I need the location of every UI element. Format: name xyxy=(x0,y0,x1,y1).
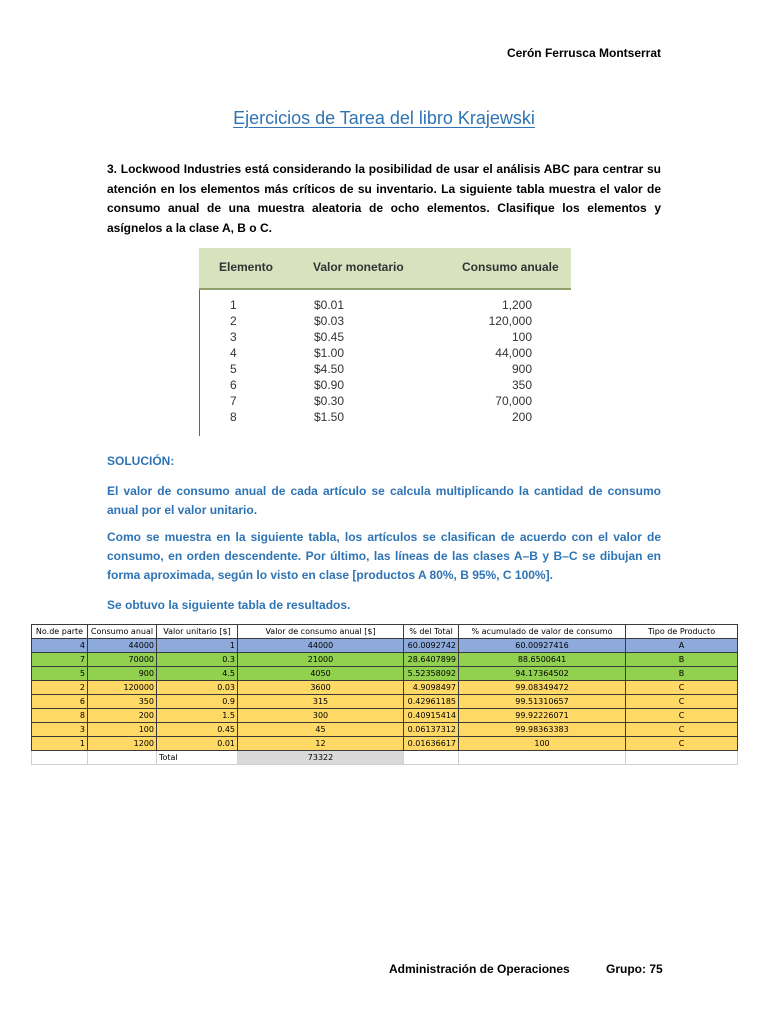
solution-paragraph-2: Como se muestra en la siguiente tabla, los artículos se clasifican de acuerdo con el valor de consumo, en orden descendente. Por último, las líneas de las clases A–B y B–C se dibujan en forma aproximada, según lo visto en clase [productos A 80%, B 95%, C 100%]. xyxy=(107,530,661,582)
cell-consumo: 350 xyxy=(88,695,157,709)
cell-type: A xyxy=(626,639,738,653)
results-row xyxy=(32,681,738,695)
empty-cell xyxy=(459,751,626,765)
book-table-row xyxy=(200,314,572,330)
results-header-unit-value: Valor unitario [$] xyxy=(157,625,238,639)
results-header-pct-total: % del Total xyxy=(404,625,459,639)
cell-cumulative: 99.92226071 xyxy=(459,709,626,723)
cell-type: C xyxy=(626,723,738,737)
results-row xyxy=(32,653,738,667)
cell-part: 8 xyxy=(32,709,88,723)
footer-course: Administración de Operaciones xyxy=(389,962,570,976)
book-cell-valor: $0.30 xyxy=(313,394,344,408)
book-table-row xyxy=(200,298,572,314)
cell-part: 4 xyxy=(32,639,88,653)
cell-consumo: 120000 xyxy=(88,681,157,695)
results-row xyxy=(32,709,738,723)
book-cell-elemento: 1 xyxy=(230,298,237,312)
solution-heading: SOLUCIÓN: xyxy=(107,454,175,468)
cell-pct-total: 28.6407899 xyxy=(404,653,459,667)
results-header-consumo: Consumo anual xyxy=(88,625,157,639)
cell-type: B xyxy=(626,653,738,667)
book-table xyxy=(199,248,571,440)
cell-type: C xyxy=(626,695,738,709)
solution-paragraph-3: Se obtuvo la siguiente tabla de resultados. xyxy=(107,598,351,612)
book-header-valor: Valor monetario xyxy=(313,260,404,274)
cell-part: 3 xyxy=(32,723,88,737)
book-table-body xyxy=(199,290,571,436)
book-cell-consumo: 200 xyxy=(511,410,532,424)
empty-cell xyxy=(404,751,459,765)
results-row xyxy=(32,667,738,681)
book-table-row xyxy=(200,378,572,394)
results-total-row xyxy=(32,751,738,765)
cell-cumulative: 88.6500641 xyxy=(459,653,626,667)
cell-annual-value: 12 xyxy=(238,737,404,751)
cell-unit-value: 0.45 xyxy=(157,723,238,737)
cell-part: 2 xyxy=(32,681,88,695)
cell-part: 7 xyxy=(32,653,88,667)
book-cell-elemento: 3 xyxy=(230,330,237,344)
cell-consumo: 200 xyxy=(88,709,157,723)
book-cell-elemento: 8 xyxy=(230,410,237,424)
book-cell-valor: $1.00 xyxy=(313,346,344,360)
cell-annual-value: 45 xyxy=(238,723,404,737)
results-header-type: Tipo de Producto xyxy=(626,625,738,639)
cell-consumo: 44000 xyxy=(88,639,157,653)
cell-unit-value: 1 xyxy=(157,639,238,653)
book-table-row xyxy=(200,394,572,410)
cell-pct-total: 60.0092742 xyxy=(404,639,459,653)
cell-annual-value: 4050 xyxy=(238,667,404,681)
book-cell-valor: $4.50 xyxy=(313,362,344,376)
page-title: Ejercicios de Tarea del libro Krajewski xyxy=(233,108,535,128)
book-table-row xyxy=(200,410,572,426)
cell-consumo: 1200 xyxy=(88,737,157,751)
empty-cell xyxy=(626,751,738,765)
book-cell-elemento: 6 xyxy=(230,378,237,392)
cell-part: 1 xyxy=(32,737,88,751)
book-cell-elemento: 2 xyxy=(230,314,237,328)
results-row xyxy=(32,695,738,709)
cell-part: 5 xyxy=(32,667,88,681)
book-table-row xyxy=(200,330,572,346)
cell-annual-value: 44000 xyxy=(238,639,404,653)
cell-pct-total: 0.42961185 xyxy=(404,695,459,709)
results-header-part: No.de parte xyxy=(32,625,88,639)
footer-group: Grupo: 75 xyxy=(606,962,663,976)
book-cell-valor: $1.50 xyxy=(313,410,344,424)
book-cell-consumo: 70,000 xyxy=(495,394,532,408)
results-row xyxy=(32,723,738,737)
results-table-body xyxy=(32,639,738,751)
cell-cumulative: 60.00927416 xyxy=(459,639,626,653)
cell-unit-value: 0.03 xyxy=(157,681,238,695)
book-cell-elemento: 4 xyxy=(230,346,237,360)
cell-annual-value: 315 xyxy=(238,695,404,709)
cell-unit-value: 0.01 xyxy=(157,737,238,751)
cell-annual-value: 21000 xyxy=(238,653,404,667)
cell-pct-total: 0.40915414 xyxy=(404,709,459,723)
cell-unit-value: 0.9 xyxy=(157,695,238,709)
cell-cumulative: 99.51310657 xyxy=(459,695,626,709)
book-cell-consumo: 100 xyxy=(511,330,532,344)
empty-cell xyxy=(32,751,88,765)
book-header-consumo: Consumo anuale xyxy=(462,260,559,274)
cell-cumulative: 100 xyxy=(459,737,626,751)
results-header-row xyxy=(32,625,738,639)
book-cell-valor: $0.03 xyxy=(313,314,344,328)
results-header-cumulative: % acumulado de valor de consumo xyxy=(459,625,626,639)
cell-cumulative: 99.08349472 xyxy=(459,681,626,695)
total-label: Total xyxy=(157,751,238,765)
cell-pct-total: 0.01636617 xyxy=(404,737,459,751)
problem-statement: 3. Lockwood Industries está considerando la posibilidad de usar el análisis ABC para centrar su atención en los elementos más críticos de su inventario. La siguiente tabla muestra el valor de consumo anual de una muestra aleatoria de ocho elementos. Clasifique los elementos y asígnelos a la clase A, B o C. xyxy=(107,162,661,235)
results-row xyxy=(32,639,738,653)
cell-annual-value: 3600 xyxy=(238,681,404,695)
book-cell-consumo: 900 xyxy=(511,362,532,376)
book-table-header xyxy=(199,248,571,290)
results-row xyxy=(32,737,738,751)
book-table-row xyxy=(200,346,572,362)
solution-paragraph-1: El valor de consumo anual de cada artículo se calcula multiplicando la cantidad de consumo anual por el valor unitario. xyxy=(107,484,661,517)
book-cell-elemento: 7 xyxy=(230,394,237,408)
cell-cumulative: 99.98363383 xyxy=(459,723,626,737)
cell-consumo: 900 xyxy=(88,667,157,681)
cell-pct-total: 5.52358092 xyxy=(404,667,459,681)
book-table-row xyxy=(200,362,572,378)
book-cell-valor: $0.90 xyxy=(313,378,344,392)
cell-unit-value: 4.5 xyxy=(157,667,238,681)
cell-type: C xyxy=(626,709,738,723)
cell-pct-total: 0.06137312 xyxy=(404,723,459,737)
book-cell-consumo: 1,200 xyxy=(501,298,532,312)
cell-pct-total: 4.9098497 xyxy=(404,681,459,695)
book-cell-consumo: 350 xyxy=(511,378,532,392)
cell-unit-value: 0.3 xyxy=(157,653,238,667)
cell-consumo: 100 xyxy=(88,723,157,737)
cell-annual-value: 300 xyxy=(238,709,404,723)
cell-type: C xyxy=(626,737,738,751)
total-value: 73322 xyxy=(238,751,404,765)
cell-consumo: 70000 xyxy=(88,653,157,667)
author-name: Cerón Ferrusca Montserrat xyxy=(506,46,661,60)
results-header-annual-value: Valor de consumo anual [$] xyxy=(238,625,404,639)
book-cell-consumo: 44,000 xyxy=(495,346,532,360)
results-table xyxy=(31,624,738,765)
book-cell-elemento: 5 xyxy=(230,362,237,376)
book-cell-valor: $0.01 xyxy=(313,298,344,312)
cell-part: 6 xyxy=(32,695,88,709)
book-cell-consumo: 120,000 xyxy=(488,314,532,328)
cell-type: B xyxy=(626,667,738,681)
book-header-elemento: Elemento xyxy=(219,260,274,274)
cell-cumulative: 94.17364502 xyxy=(459,667,626,681)
cell-unit-value: 1.5 xyxy=(157,709,238,723)
cell-type: C xyxy=(626,681,738,695)
book-cell-valor: $0.45 xyxy=(313,330,344,344)
empty-cell xyxy=(88,751,157,765)
